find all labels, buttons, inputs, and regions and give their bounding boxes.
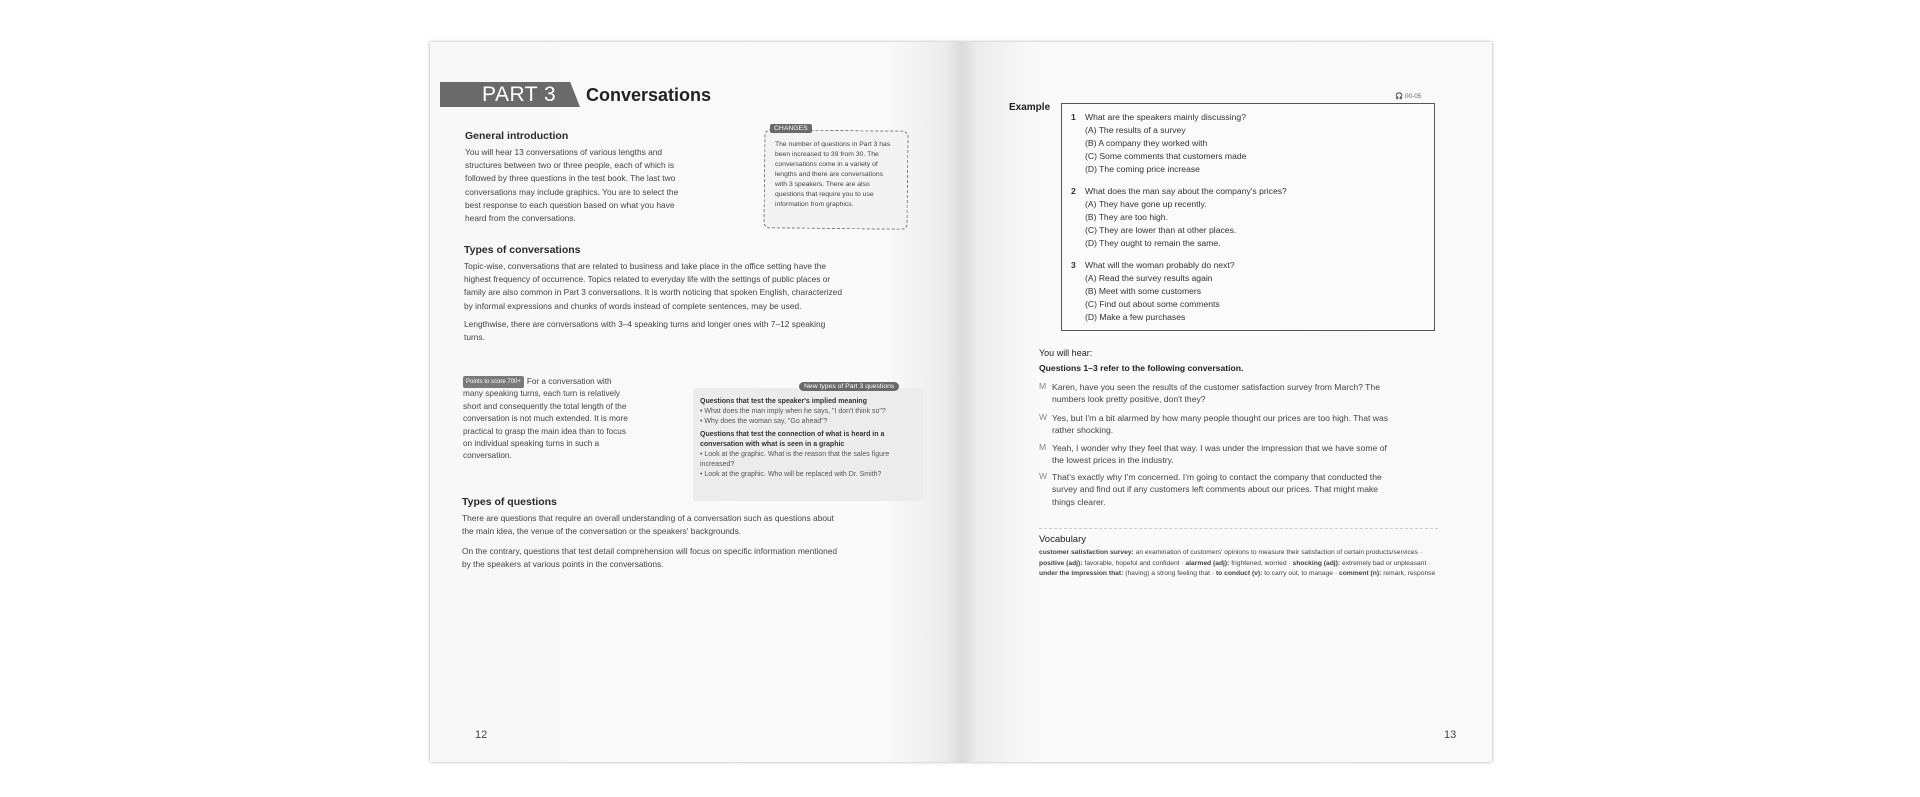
types-of-conversations-heading: Types of conversations: [464, 244, 581, 256]
speaker-w-1: W: [1039, 412, 1048, 422]
right-page: [961, 42, 1492, 762]
questions-ref: Questions 1–3 refer to the following conversation.: [1039, 363, 1244, 373]
dialog-line-4: That's exactly why I'm concerned. I'm going to contact the company that conducted the survey and find out if any customers left comments about our prices. That might make things clearer.: [1052, 472, 1382, 507]
vocab-heading: Vocabulary: [1039, 534, 1087, 545]
speaker-w-2: W: [1039, 471, 1048, 481]
speaker-m-1: M: [1039, 381, 1047, 391]
types-of-questions-para1: There are questions that require an overall understanding of a conversation such as questions about the main idea, the venue of the conversation or the speakers' backgrounds.: [462, 513, 834, 537]
speaker-m-2: M: [1039, 442, 1047, 452]
points-to-score-note: Points to score 700+ For a conversation with many speaking turns, each turn is relatively short and consequently the total length of the conversation is not much extended. It is more practical to grasp the main idea than to focus on individual speaking turns in such a conversation.: [463, 377, 628, 461]
dialog-line-2: Yes, but I'm a bit alarmed by how many people thought our prices are too high. That was rather shocking.: [1052, 413, 1389, 436]
example-label: Example: [1009, 102, 1051, 113]
dialog-line-1: Karen, have you seen the results of the customer satisfaction survey from March? The numbers look pretty positive, don't they?: [1052, 382, 1380, 405]
general-intro-text: You will hear 13 conversations of various lengths and structures between two or three people, each of which is followed by three questions in the test book. The last two conversations may include graphics. You are to select the best response to each question based on what you have heard from the conversations.: [465, 147, 679, 224]
types-of-conversations-para2: Lengthwise, there are conversations with 3–4 speaking turns and longer ones with 7–12 speaking turns.: [464, 319, 826, 343]
page-number-left: 12: [475, 729, 488, 741]
vocab-list: customer satisfaction survey: an examination of customers' opinions to measure their satisfaction of certain products/services · positive (adj): favorable, hopeful and confident · alarmed (adj): frightened, worried · shocking (adj): extremely bad or unpleasant · under the impression that: (having) a strong feeling that · to conduct (v): to carry out, to manage · comment (n): remark, response: [1039, 549, 1436, 577]
audio-ref: 🎧 00-05: [1395, 93, 1422, 100]
changes-tag: CHANGES: [770, 124, 812, 133]
question-2: 2 What does the man say about the company's prices? (A) They have gone up recently. (B) They are too high. (C) They are lower than at other places. (D) They ought to remain the same.: [1071, 186, 1287, 248]
points-tag: Points to score 700+: [463, 376, 524, 388]
part-label: PART 3: [482, 83, 557, 106]
changes-text: The number of questions in Part 3 has been increased to 39 from 30. The conversations come in a variety of lengths and there are conversations with 3 speakers. There are also questions that require you to use information from graphics.: [775, 141, 891, 208]
types-of-questions-heading: Types of questions: [462, 496, 557, 508]
dialog-line-3: Yeah, I wonder why they feel that way. I was under the impression that we have some of the lowest prices in the industry.: [1052, 443, 1387, 466]
book-spread: [430, 42, 1492, 762]
left-page: [430, 42, 961, 762]
vocab-divider: [1039, 528, 1438, 529]
types-of-conversations-para1: Topic-wise, conversations that are related to business and take place in the office setting have the highest frequency of occurrence. Topics related to everyday life with the settings of public places or family are also common in Part 3 conversations. It is worth noticing that spoken English, characterized by informal expressions and chunks of words instead of complete sentences, may be used.: [464, 261, 842, 311]
part-title: Conversations: [586, 85, 712, 105]
headphones-icon: 🎧: [1395, 93, 1404, 100]
general-intro-heading: General introduction: [465, 130, 569, 142]
page-number-right: 13: [1444, 729, 1457, 741]
question-1: 1 What are the speakers mainly discussing? (A) The results of a survey (B) A company they worked with (C) Some comments that customers made (D) The coming price increase: [1071, 112, 1247, 174]
you-will-hear: You will hear:: [1039, 348, 1093, 358]
new-types-content: Questions that test the speaker's implied meaning • What does the man imply when he says, "I don't think so"? • Why does the woman say, "Go ahead"? Questions that test the connection of what is heard in a conversation with what is seen in a graphic • Look at the graphic. What is the reason that the sales figure increased? • Look at the graphic. Who will be replaced with Dr. Smith?: [700, 398, 890, 478]
new-types-tag: New types of Part 3 questions: [799, 382, 899, 391]
question-3: 3 What will the woman probably do next? (A) Read the survey results again (B) Meet with some customers (C) Find out about some comments (D) Make a few purchases: [1071, 260, 1235, 322]
types-of-questions-para2: On the contrary, questions that test detail comprehension will focus on specific information mentioned by the speakers at various points in the conversations.: [462, 546, 838, 570]
